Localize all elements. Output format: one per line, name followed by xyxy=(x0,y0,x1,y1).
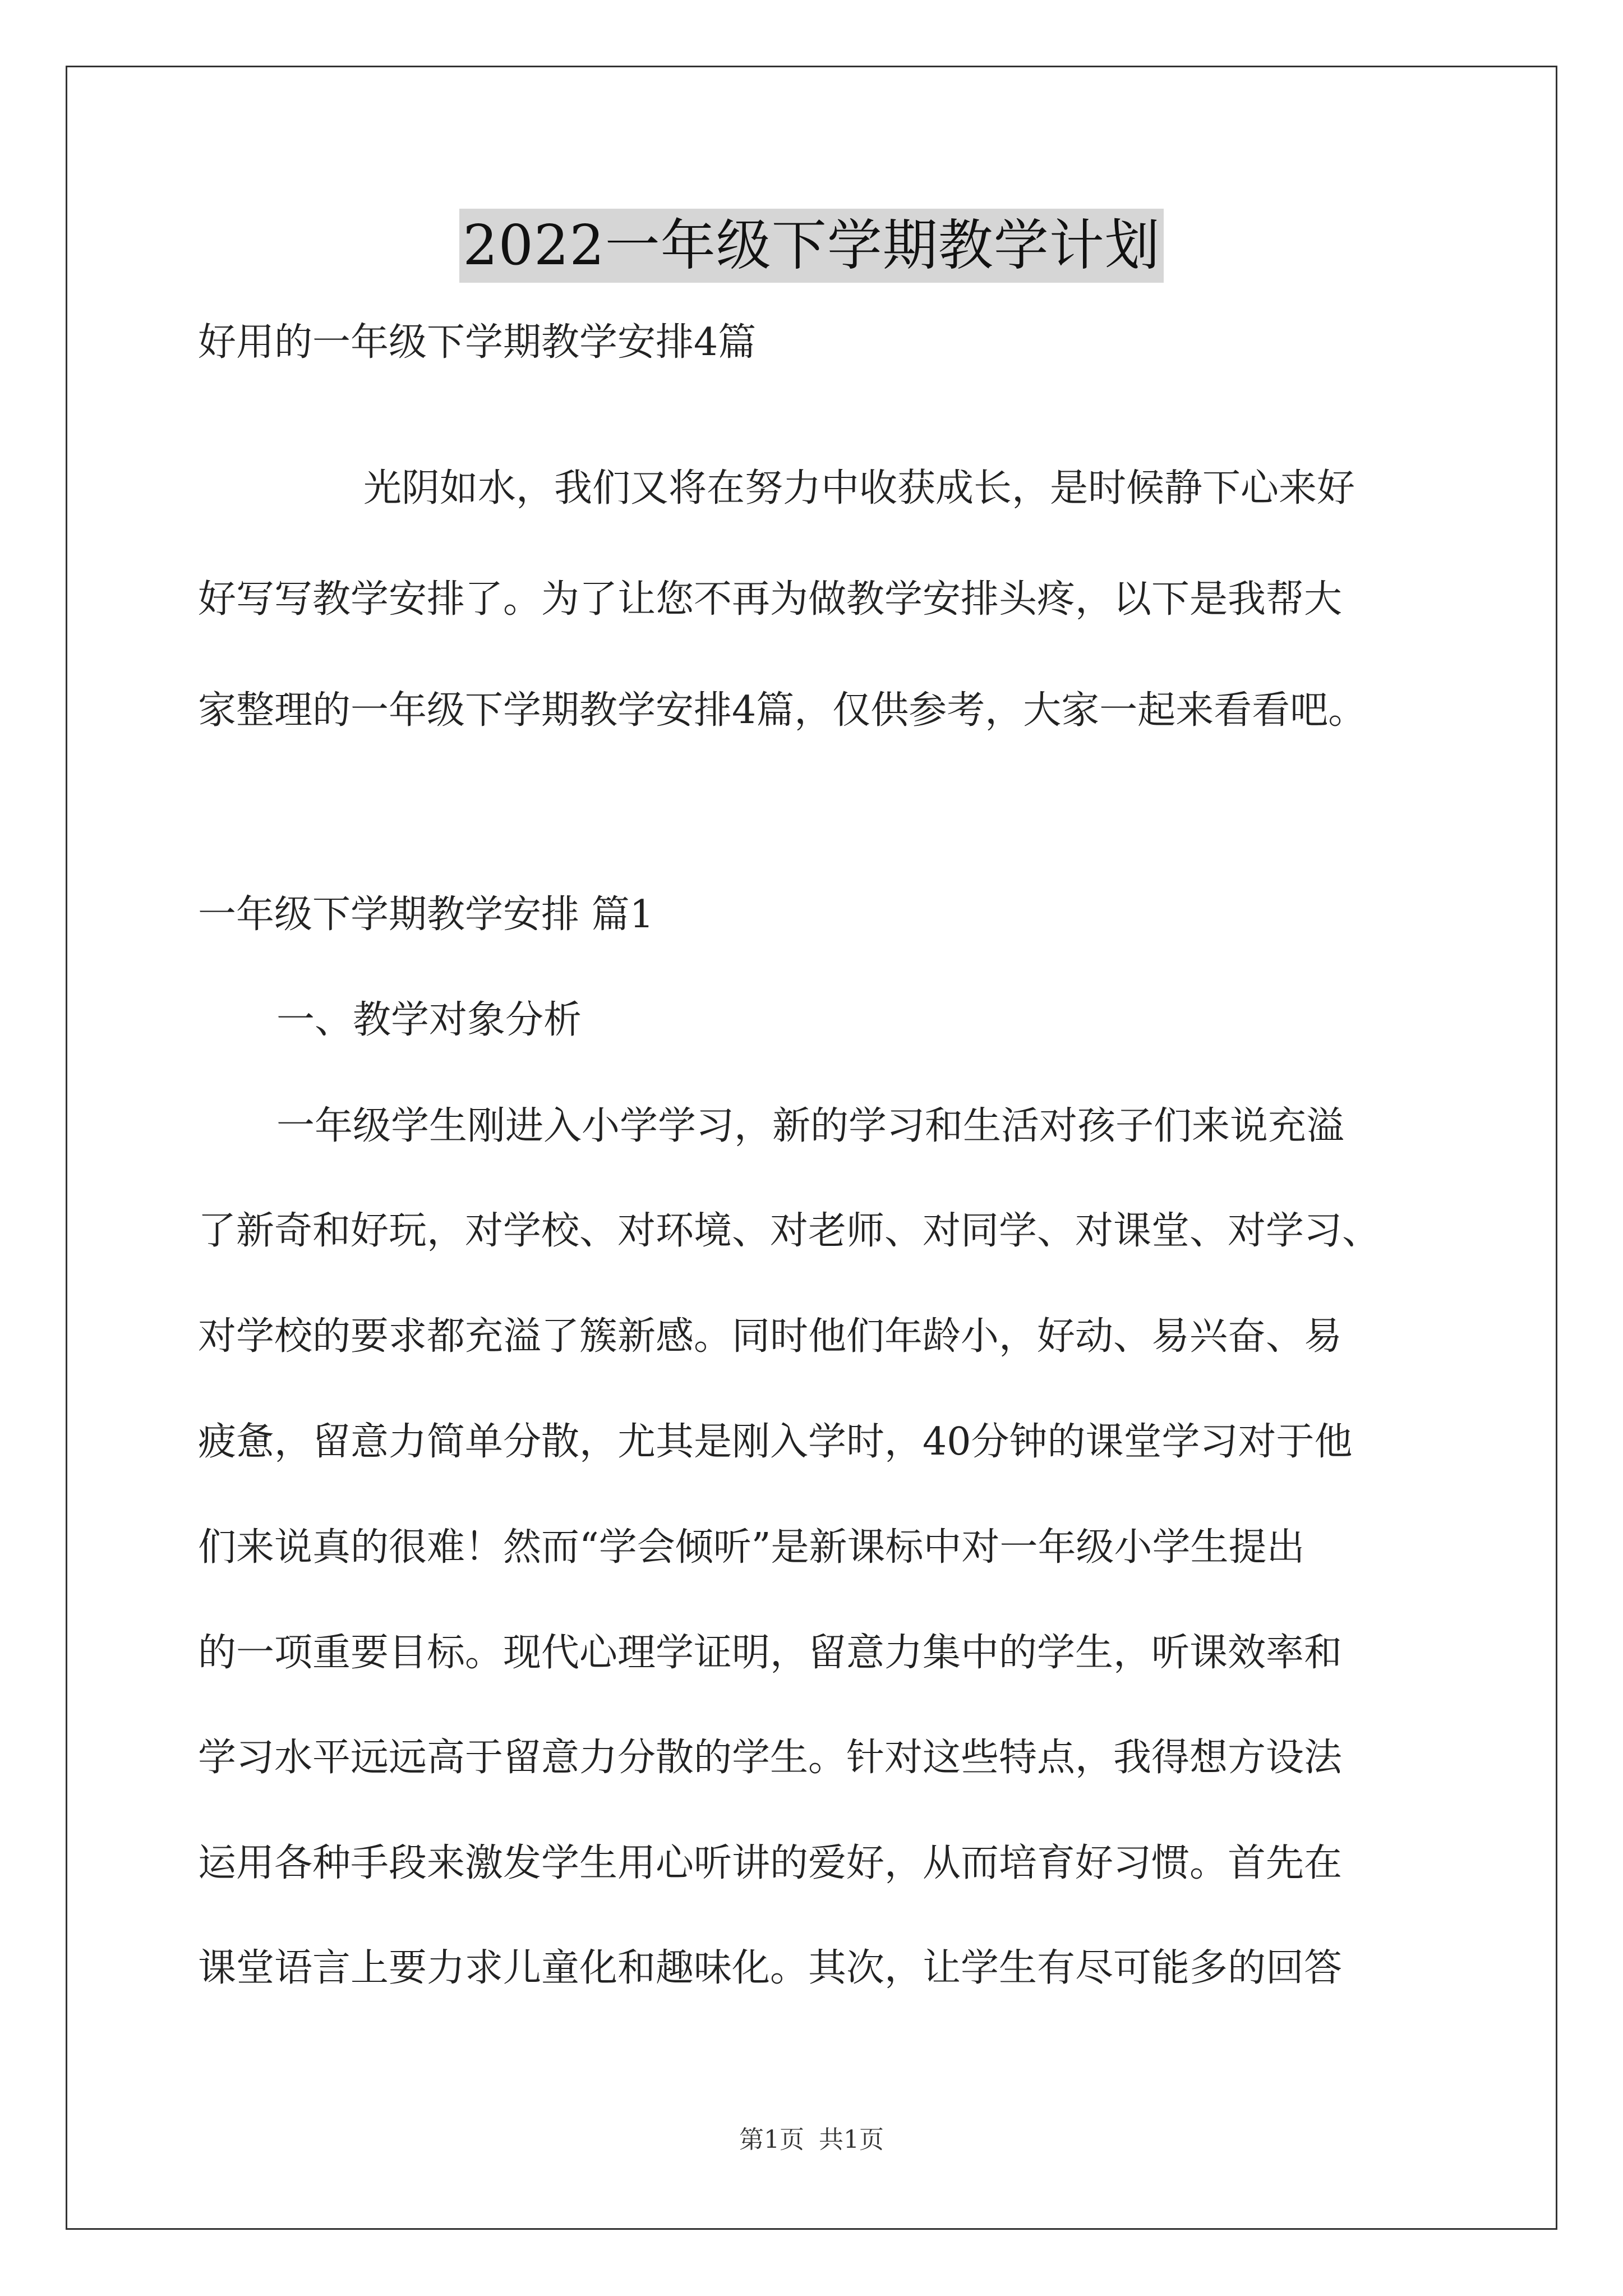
document-subtitle: 好用的一年级下学期教学安排4篇 xyxy=(198,320,757,365)
body-line-5: 们来说真的很难！然而“学会倾听”是新课标中对一年级小学生提出 xyxy=(198,1525,1305,1570)
body-line-1: 一年级学生刚进入小学学习，新的学习和生活对孩子们来说充溢 xyxy=(276,1104,1345,1148)
intro-line-2: 好写写教学安排了。为了让您不再为做教学安排头疼，以下是我帮大 xyxy=(198,577,1343,622)
body-line-7: 学习水平远远高于留意力分散的学生。针对这些特点，我得想方设法 xyxy=(198,1736,1343,1780)
body-line-9: 课堂语言上要力求儿童化和趣味化。其次，让学生有尽可能多的回答 xyxy=(198,1946,1343,1990)
page-total: 共1页 xyxy=(819,2125,884,2154)
body-line-6: 的一项重要目标。现代心理学证明，留意力集中的学生，听课效率和 xyxy=(198,1631,1343,1675)
body-line-4: 疲惫，留意力简单分散，尤其是刚入学时，40分钟的课堂学习对于他 xyxy=(198,1420,1353,1464)
document-title: 2022一年级下学期教学计划 xyxy=(459,209,1163,283)
body-line-8: 运用各种手段来激发学生用心听讲的爱好，从而培育好习惯。首先在 xyxy=(198,1841,1343,1885)
body-line-3: 对学校的要求都充溢了簇新感。同时他们年龄小，好动、易兴奋、易 xyxy=(198,1314,1343,1359)
section-heading: 一年级下学期教学安排 篇1 xyxy=(198,892,654,937)
subsection-heading: 一、教学对象分析 xyxy=(276,998,582,1042)
title-container xyxy=(0,209,1623,283)
page-footer xyxy=(0,2119,1623,2155)
body-line-2: 了新奇和好玩，对学校、对环境、对老师、对同学、对课堂、对学习、 xyxy=(198,1209,1381,1253)
intro-line-1: 光阴如水，我们又将在努力中收获成长，是时候静下心来好 xyxy=(363,466,1355,510)
intro-line-3: 家整理的一年级下学期教学安排4篇，仅供参考，大家一起来看看吧。 xyxy=(198,688,1367,733)
page-number: 第1页 xyxy=(739,2125,804,2154)
